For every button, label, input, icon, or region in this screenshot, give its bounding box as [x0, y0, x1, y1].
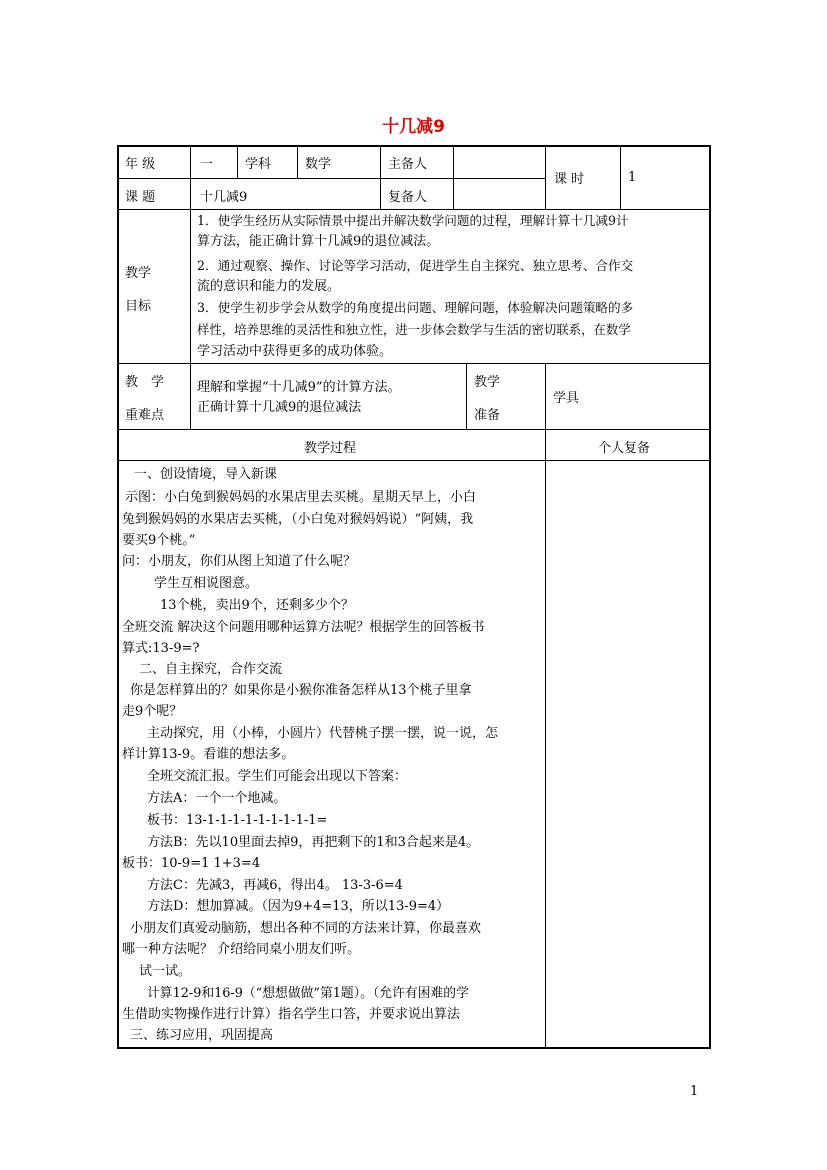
table-border-top	[117, 145, 711, 147]
page-number: 1	[690, 1084, 699, 1099]
process-line: 板书：10-9=1 1+3=4	[122, 856, 261, 871]
table-line	[117, 429, 711, 430]
process-line: 计算12-9和16-9（“想想做做”第1题）。（允许有困难的学	[147, 986, 469, 1001]
keypoints-line: 理解和掌握“十几减9”的计算方法。	[197, 380, 401, 395]
process-line: 哪一种方法呢？ 介绍给同桌小朋友们听。	[122, 942, 361, 957]
process-line: 你是怎样算出的？如果你是小猴你准备怎样从13个桃子里拿	[130, 683, 472, 698]
process-line: 试一试。	[139, 964, 192, 979]
preparation-value: 学具	[553, 391, 580, 406]
table-line	[545, 429, 546, 1049]
preparation-label-line2: 准备	[474, 408, 501, 423]
process-line: 样计算13-9。看谁的想法多。	[122, 747, 295, 762]
objectives-line: 流的意识和能力的发展。	[197, 279, 341, 294]
table-line	[380, 145, 381, 209]
process-line: 学生互相说图意。	[154, 576, 259, 591]
table-line	[117, 363, 711, 364]
table-line	[190, 145, 191, 429]
process-line: 示图：小白兔到猴妈妈的水果店里去买桃。星期天早上，小白	[125, 490, 477, 505]
keypoints-label-line2: 重难点	[125, 408, 165, 423]
objectives-line: 2．通过观察、操作、讨论等学习活动，促进学生自主探究、独立思考、合作交	[197, 258, 634, 273]
process-line: 三、练习应用，巩固提高	[130, 1028, 274, 1043]
class-hours-label: 课 时	[554, 172, 585, 187]
process-line: 方法C：先减3，再减6，得出4。 13-3-6=4	[147, 878, 403, 893]
topic-value: 十几减9	[200, 190, 248, 205]
table-line	[117, 178, 546, 179]
process-line: 生借助实物操作进行计算）指名学生口答，并要求说出算法	[122, 1007, 461, 1022]
process-line: 兔到猴妈妈的水果店去买桃，（小白兔对猴妈妈说）“阿姨，我	[122, 512, 474, 527]
objectives-label-line2: 目标	[125, 299, 152, 314]
subject-label: 学科	[245, 157, 272, 172]
process-line: 13个桃，卖出9个，还剩多少个？	[160, 598, 354, 613]
table-border-left	[117, 145, 119, 1049]
table-line	[237, 145, 238, 178]
objectives-line: 算方法，能正确计算十几减9的退位减法。	[197, 234, 440, 249]
table-line	[117, 209, 711, 210]
table-border-bottom	[117, 1047, 711, 1049]
objectives-line: 学习活动中获得更多的成功体验。	[197, 344, 393, 359]
process-line: 全班交流汇报。学生们可能会出现以下答案：	[147, 769, 408, 784]
subject-value: 数学	[305, 157, 332, 172]
table-line	[466, 363, 467, 429]
keypoints-line: 正确计算十几减9的退位减法	[197, 400, 362, 415]
process-line: 主动探究，用（小棒，小圆片）代替桃子摆一摆，说一说，怎	[147, 726, 499, 741]
process-line: 板书：13-1-1-1-1-1-1-1-1-1=	[147, 813, 328, 828]
process-line: 全班交流 解决这个问题用哪种运算方法呢？根据学生的回答板书	[122, 620, 485, 635]
process-line: 算式:13-9=?	[122, 641, 200, 656]
table-line	[117, 460, 711, 461]
lead-teacher-label: 主备人	[388, 157, 428, 172]
table-line	[545, 145, 546, 209]
class-hours-value: 1	[628, 170, 637, 185]
process-line: 要买9个桃。”	[122, 533, 196, 548]
grade-label: 年 级	[125, 157, 156, 172]
process-line: 问：小朋友，你们从图上知道了什么呢？	[122, 554, 357, 569]
process-header: 教学过程	[304, 441, 357, 456]
objectives-line: 3．使学生初步学会从数学的角度提出问题、理解问题，体验解决问题策略的多	[197, 300, 634, 315]
preparation-label-line1: 教学	[474, 375, 501, 390]
table-line	[297, 145, 298, 178]
process-line: 走9个呢？	[122, 704, 183, 719]
table-line	[545, 363, 546, 429]
keypoints-label-line1: 教 学	[125, 375, 165, 390]
topic-label: 课 题	[125, 190, 156, 205]
objectives-line: 1．使学生经历从实际情景中提出并解决数学问题的过程，理解计算十几减9计	[197, 213, 629, 228]
personal-review-header: 个人复备	[598, 441, 651, 456]
process-line: 方法A：一个一个地减。	[147, 791, 287, 806]
process-line: 一、创设情境，导入新课	[134, 467, 278, 482]
grade-value: 一	[200, 157, 214, 172]
table-line	[453, 145, 454, 209]
table-line	[620, 145, 621, 209]
process-line: 方法B：先以10里面去掉9，再把剩下的1和3合起来是4。	[147, 835, 480, 850]
reviewer-label: 复备人	[388, 190, 428, 205]
process-line: 方法D：想加算减。（因为9+4=13，所以13-9=4）	[147, 899, 450, 914]
table-border-right	[709, 145, 711, 1049]
objectives-label-line1: 教学	[125, 266, 152, 281]
document-title: 十几减9	[382, 117, 445, 137]
process-line: 二、自主探究，合作交流	[139, 662, 283, 677]
objectives-line: 样性，培养思维的灵活性和独立性，进一步体会数学与生活的密切联系，在数学	[197, 322, 631, 337]
process-line: 小朋友们真爱动脑筋，想出各种不同的方法来计算，你最喜欢	[130, 921, 482, 936]
